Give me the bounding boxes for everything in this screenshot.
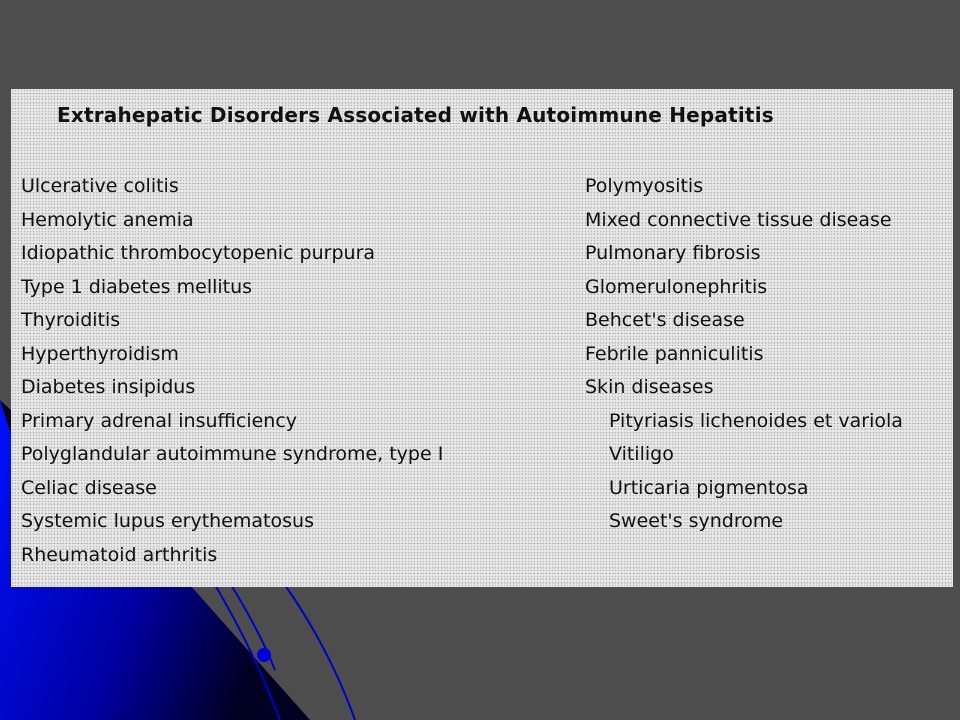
list-subitem: Pityriasis lichenoides et variola xyxy=(609,409,903,432)
list-item: Pulmonary fibrosis xyxy=(585,242,761,264)
scanned-table-panel xyxy=(11,89,953,587)
list-item: Mixed connective tissue disease xyxy=(585,208,892,231)
left-disorder-list xyxy=(21,173,443,575)
list-item: Polymyositis xyxy=(585,175,704,197)
list-item: Hemolytic anemia xyxy=(21,208,194,231)
list-item: Febrile panniculitis xyxy=(585,342,764,365)
decorative-dot xyxy=(257,648,271,662)
list-item: Behcet's disease xyxy=(585,309,745,331)
list-item: Ulcerative colitis xyxy=(21,175,179,197)
list-subitem: Sweet's syndrome xyxy=(609,510,784,532)
skin-diseases-heading: Skin diseases xyxy=(585,376,714,398)
list-item: Diabetes insipidus xyxy=(21,376,196,398)
right-disorder-list xyxy=(585,173,903,542)
list-subitem: Vitiligo xyxy=(609,443,674,465)
list-item: Systemic lupus erythematosus xyxy=(21,510,314,532)
list-item: Hyperthyroidism xyxy=(21,342,179,365)
list-item: Rheumatoid arthritis xyxy=(21,543,218,566)
list-subitem: Urticaria pigmentosa xyxy=(609,476,809,499)
list-item: Type 1 diabetes mellitus xyxy=(21,275,253,298)
table-title: Extrahepatic Disorders Associated with Autoimmune Hepatitis xyxy=(57,103,774,127)
list-item: Primary adrenal insufficiency xyxy=(21,409,298,432)
list-item: Thyroiditis xyxy=(21,309,121,331)
list-item: Polyglandular autoimmune syndrome, type I xyxy=(21,443,444,465)
list-item: Celiac disease xyxy=(21,476,157,499)
list-item: Glomerulonephritis xyxy=(585,275,768,298)
decorative-arc xyxy=(285,585,355,720)
list-item: Idiopathic thrombocytopenic purpura xyxy=(21,242,376,264)
